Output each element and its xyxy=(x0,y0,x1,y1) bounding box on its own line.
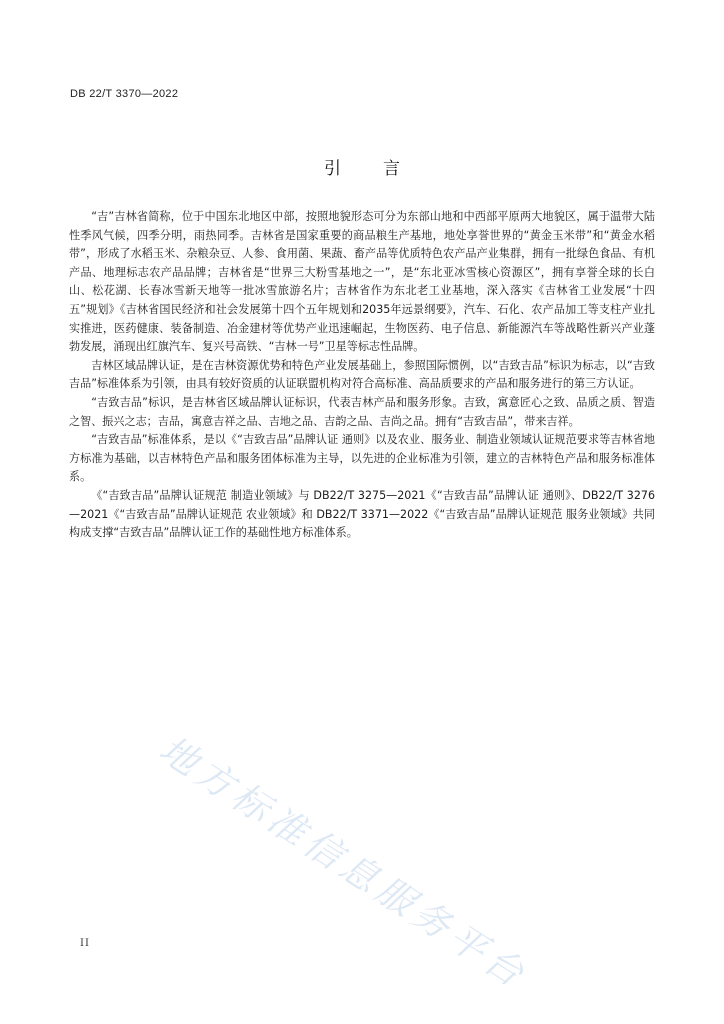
document-body xyxy=(69,208,655,543)
watermark-text: 地方标准信息服务平台 xyxy=(151,727,536,998)
paragraph-2: 吉林区域品牌认证，是在吉林资源优势和特色产业发展基础上，参照国际惯例，以“吉致吉品”标识为标志，以“吉致吉品”标准体系为引领，由具有较好资质的认证联盟机构对符合高标准、高品质要求的产品和服务进行的第三方认证。 xyxy=(69,358,655,391)
page-title: 引言 xyxy=(324,159,442,179)
document-code: DB 22/T 3370—2022 xyxy=(70,88,179,100)
page-number: II xyxy=(80,938,90,949)
paragraph-3: “吉致吉品”标识，是吉林省区域品牌认证标识，代表吉林产品和服务形象。吉致，寓意匠心之致、品质之质、智造之智、振兴之志；吉品，寓意吉祥之品、吉地之品、吉韵之品、吉尚之品。拥有“吉致吉品”，带来吉祥。 xyxy=(69,395,655,428)
paragraph-5: 《“吉致吉品”品牌认证规范 制造业领域》与 DB22/T 3275—2021《“吉致吉品”品牌认证 通则》、DB22/T 3276—2021《“吉致吉品”品牌认证规范 农业领域》和 DB22/T 3371—2022《“吉致吉品”品牌认证规范 服务业领域》共同构成支撑“吉致吉品”品牌认证工作的基础性地方标准体系。 xyxy=(69,488,655,540)
paragraph-4: “吉致吉品”标准体系，是以《“吉致吉品”品牌认证 通则》以及农业、服务业、制造业领域认证规范要求等吉林省地方标准为基础，以吉林特色产品和服务团体标准为主导，以先进的企业标准为引领，建立的吉林特色产品和服务标准体系。 xyxy=(69,433,655,484)
paragraph-1: “吉”吉林省简称，位于中国东北地区中部，按照地貌形态可分为东部山地和中西部平原两大地貌区，属于温带大陆性季风气候，四季分明，雨热同季。吉林省是国家重要的商品粮生产基地，地处享誉世界的“黄金玉米带”和“黄金水稻带”，形成了水稻玉米、杂粮杂豆、人参、食用菌、果蔬、畜产品等优质特色农产品产业集群，拥有一批绿色食品、有机产品、地理标志农产品品牌；吉林省是“世界三大粉雪基地之一”，是“东北亚冰雪核心资源区”，拥有享誉全球的长白山、松花湖、长春冰雪新天地等一批冰雪旅游名片；吉林省作为东北老工业基地，深入落实《吉林省工业发展“十四五”规划》《吉林省国民经济和社会发展第十四个五年规划和2035年远景纲要》，汽车、石化、农产品加工等支柱产业扎实推进，医药健康、装备制造、冶金建材等优势产业迅速崛起，生物医药、电子信息、新能源汽车等战略性新兴产业蓬勃发展，涌现出红旗汽车、复兴号高铁、“吉林一号”卫星等标志性品牌。 xyxy=(69,210,655,354)
